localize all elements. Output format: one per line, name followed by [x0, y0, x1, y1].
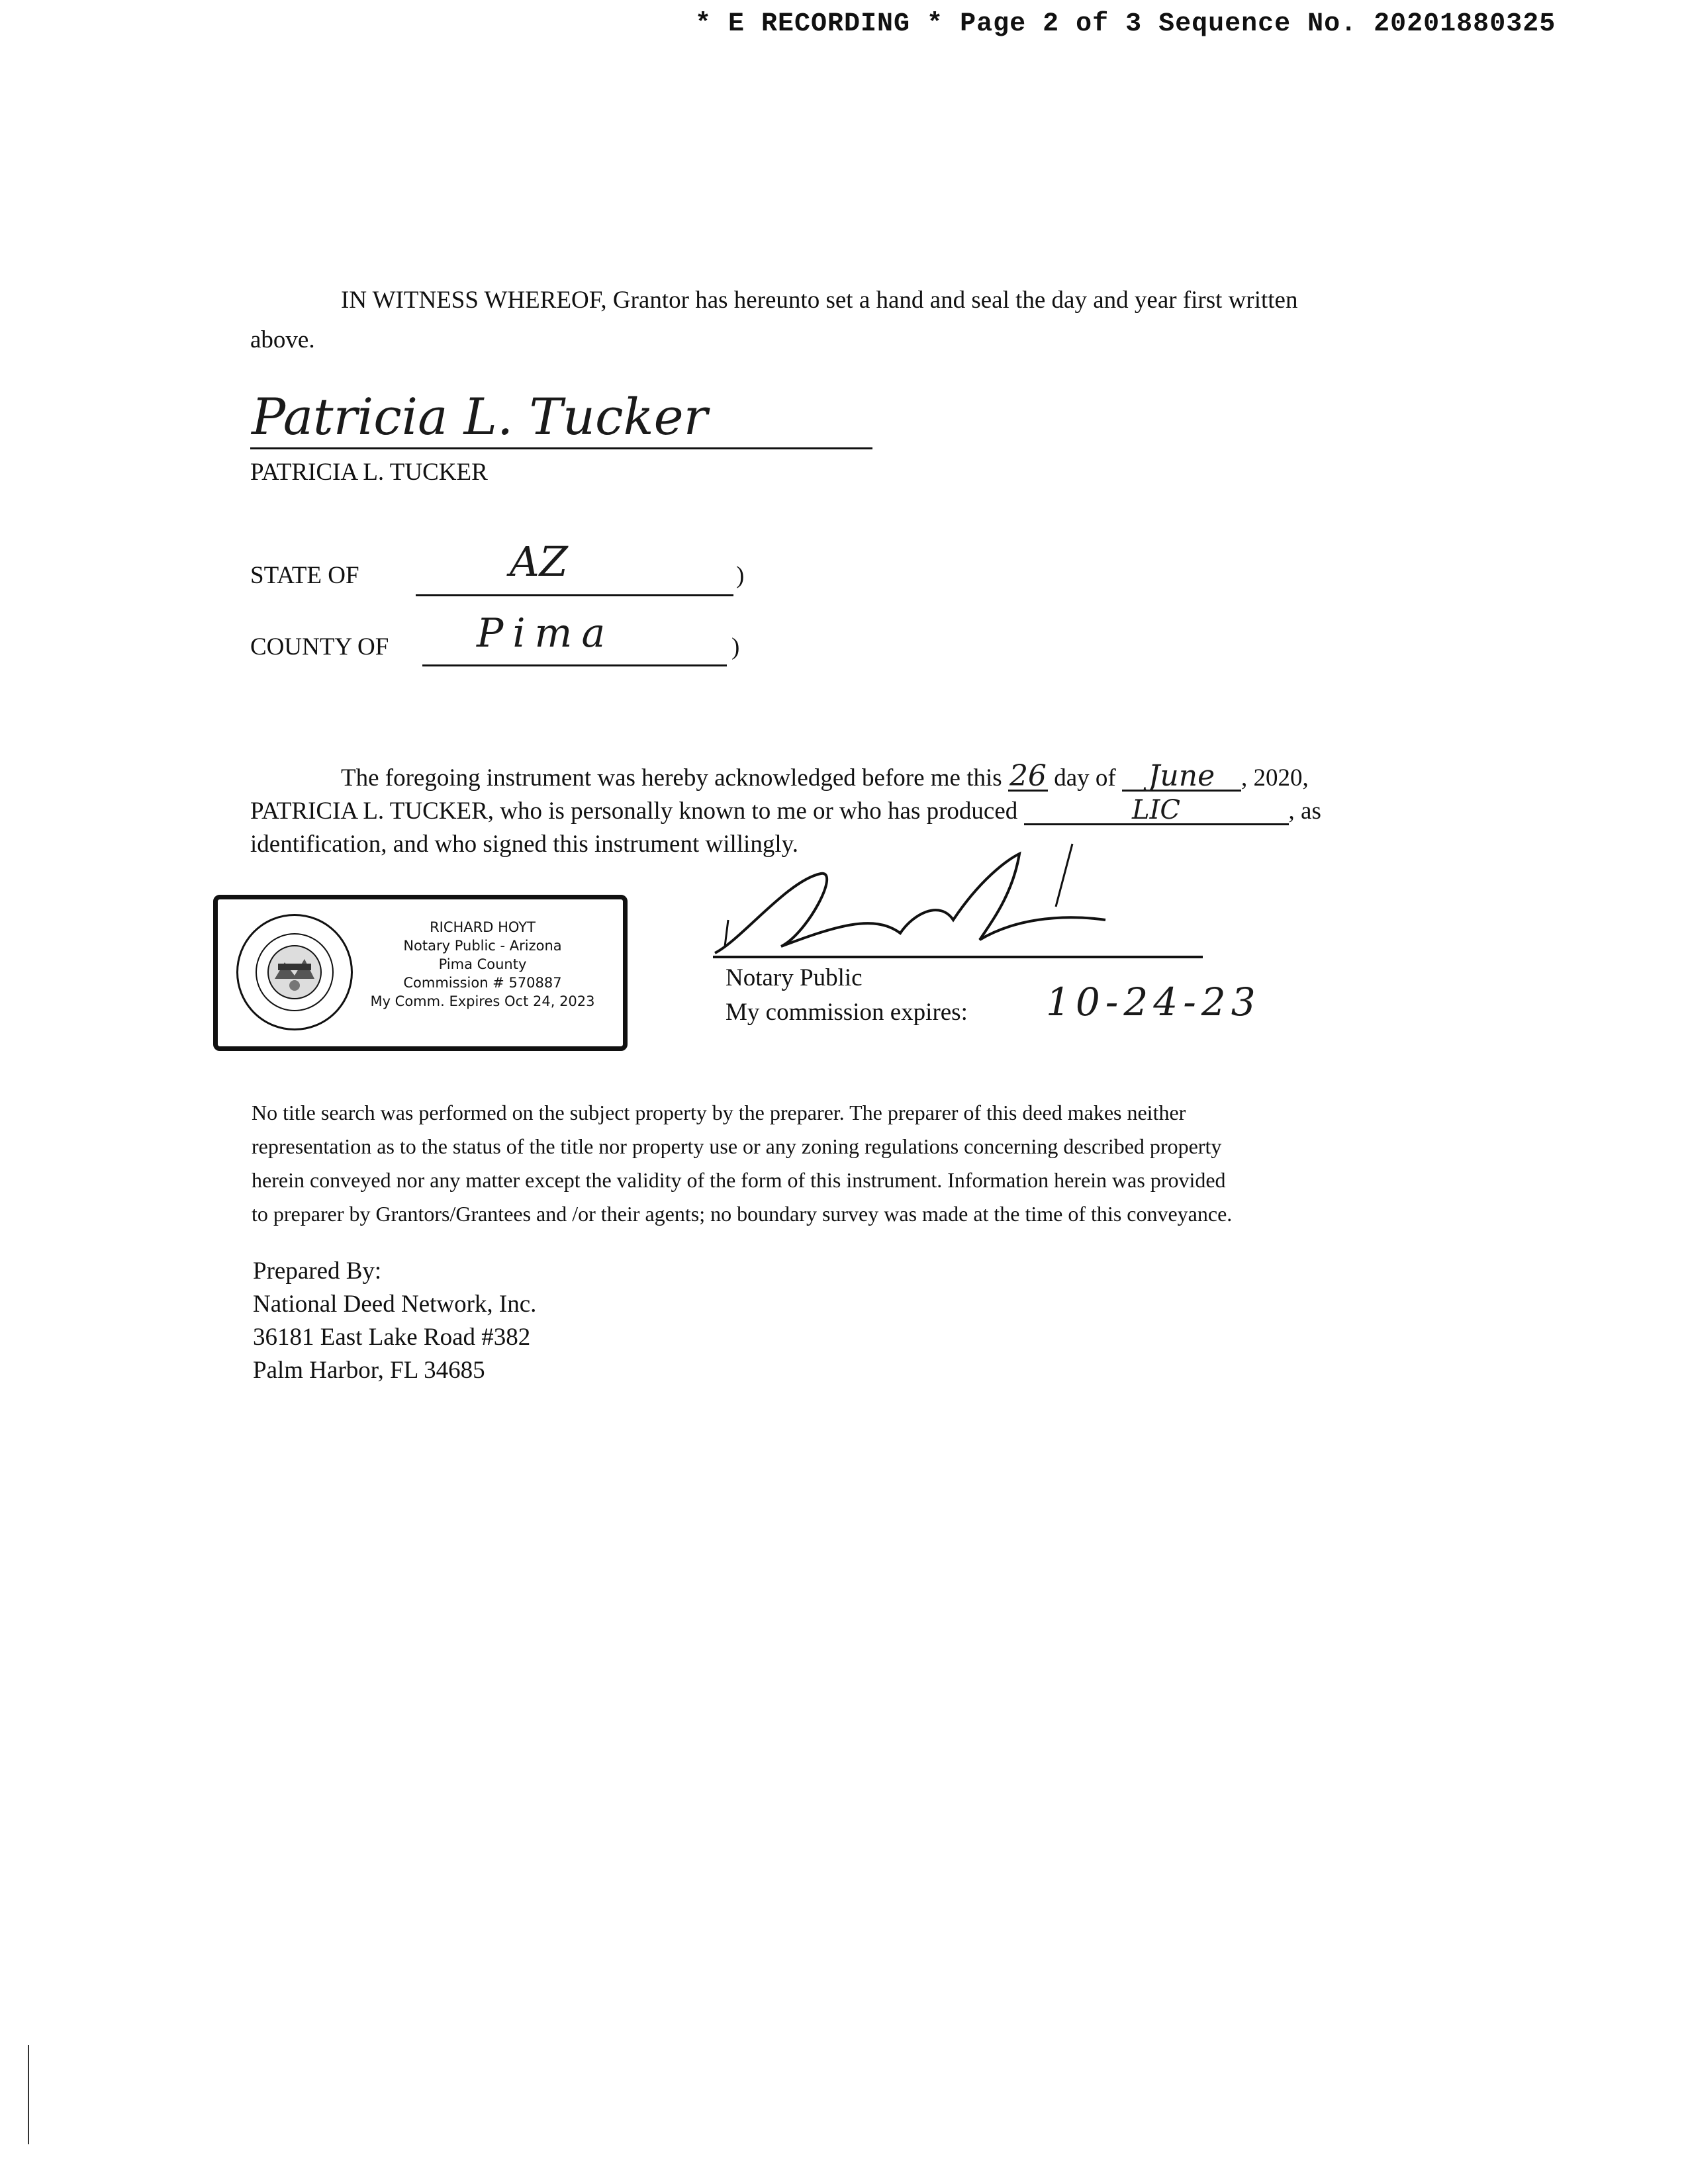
- notary-stamp: [213, 895, 628, 1051]
- prepared-by-address-1: 36181 East Lake Road #382: [253, 1324, 531, 1351]
- commission-expires-label: My commission expires:: [726, 999, 968, 1026]
- state-underline: [416, 594, 733, 596]
- county-label: COUNTY OF: [250, 633, 389, 660]
- margin-line: [28, 2045, 29, 2144]
- prepared-by-address-2: Palm Harbor, FL 34685: [253, 1357, 485, 1384]
- witness-line-2: above.: [250, 326, 315, 353]
- prepared-by-label: Prepared By:: [253, 1257, 382, 1285]
- acknowledgment-line-2: [250, 794, 1321, 829]
- acknowledgment-line-3: identification, and who signed this instrument willingly.: [250, 831, 798, 858]
- commission-expires-value: 10-24-23: [1046, 979, 1261, 1024]
- ack-text-part2: day of: [1054, 764, 1116, 792]
- disclaimer-line-3: herein conveyed nor any matter except the validity of the form of this instrument. Information herein was provided: [252, 1168, 1226, 1192]
- notary-public-label: Notary Public: [726, 964, 863, 991]
- stamp-commission: Commission # 570887: [403, 975, 562, 991]
- grantor-signature: Patricia L. Tucker: [252, 387, 708, 446]
- state-paren: ): [736, 562, 745, 589]
- ack-day-value: 26: [1009, 759, 1047, 793]
- state-value: AZ: [510, 537, 568, 586]
- disclaimer-line-4: to preparer by Grantors/Grantees and /or their agents; no boundary survey was made at the time of this conveyance.: [252, 1202, 1233, 1226]
- ack-text-part1: The foregoing instrument was hereby acknowledged before me this: [341, 764, 1002, 792]
- acknowledgment-line-1: [341, 761, 1309, 796]
- state-label: STATE OF: [250, 562, 359, 589]
- ack-year: , 2020,: [1241, 764, 1309, 792]
- witness-line-1: IN WITNESS WHEREOF, Grantor has hereunto set a hand and seal the day and year first written: [341, 287, 1298, 314]
- stamp-name: RICHARD HOYT: [430, 919, 536, 935]
- ack-line2-text: PATRICIA L. TUCKER, who is personally known to me or who has produced: [250, 797, 1018, 825]
- county-underline: [422, 664, 727, 666]
- stamp-county: Pima County: [438, 956, 527, 972]
- notary-signature-line: [713, 956, 1203, 958]
- notary-signature-scribble: [702, 841, 1205, 979]
- grantor-printed-name: PATRICIA L. TUCKER: [250, 459, 488, 486]
- ack-id-value: LIC: [1024, 797, 1289, 825]
- prepared-by-company: National Deed Network, Inc.: [253, 1291, 537, 1318]
- disclaimer-line-1: No title search was performed on the subject property by the preparer. The preparer of this deed makes neither: [252, 1101, 1186, 1124]
- ack-line2-end: , as: [1288, 797, 1321, 825]
- grantor-signature-line: [250, 447, 872, 449]
- county-paren: ): [731, 633, 740, 660]
- disclaimer-line-2: representation as to the status of the title nor property use or any zoning regulations concerning described property: [252, 1134, 1222, 1158]
- stamp-title: Notary Public - Arizona: [403, 938, 562, 954]
- county-value: Pima: [477, 610, 615, 657]
- ack-month-value: June: [1122, 763, 1241, 792]
- recording-header: * E RECORDING * Page 2 of 3 Sequence No. 20201880325: [695, 9, 1556, 39]
- arizona-seal-icon: [236, 914, 353, 1030]
- stamp-expires: My Comm. Expires Oct 24, 2023: [370, 993, 595, 1009]
